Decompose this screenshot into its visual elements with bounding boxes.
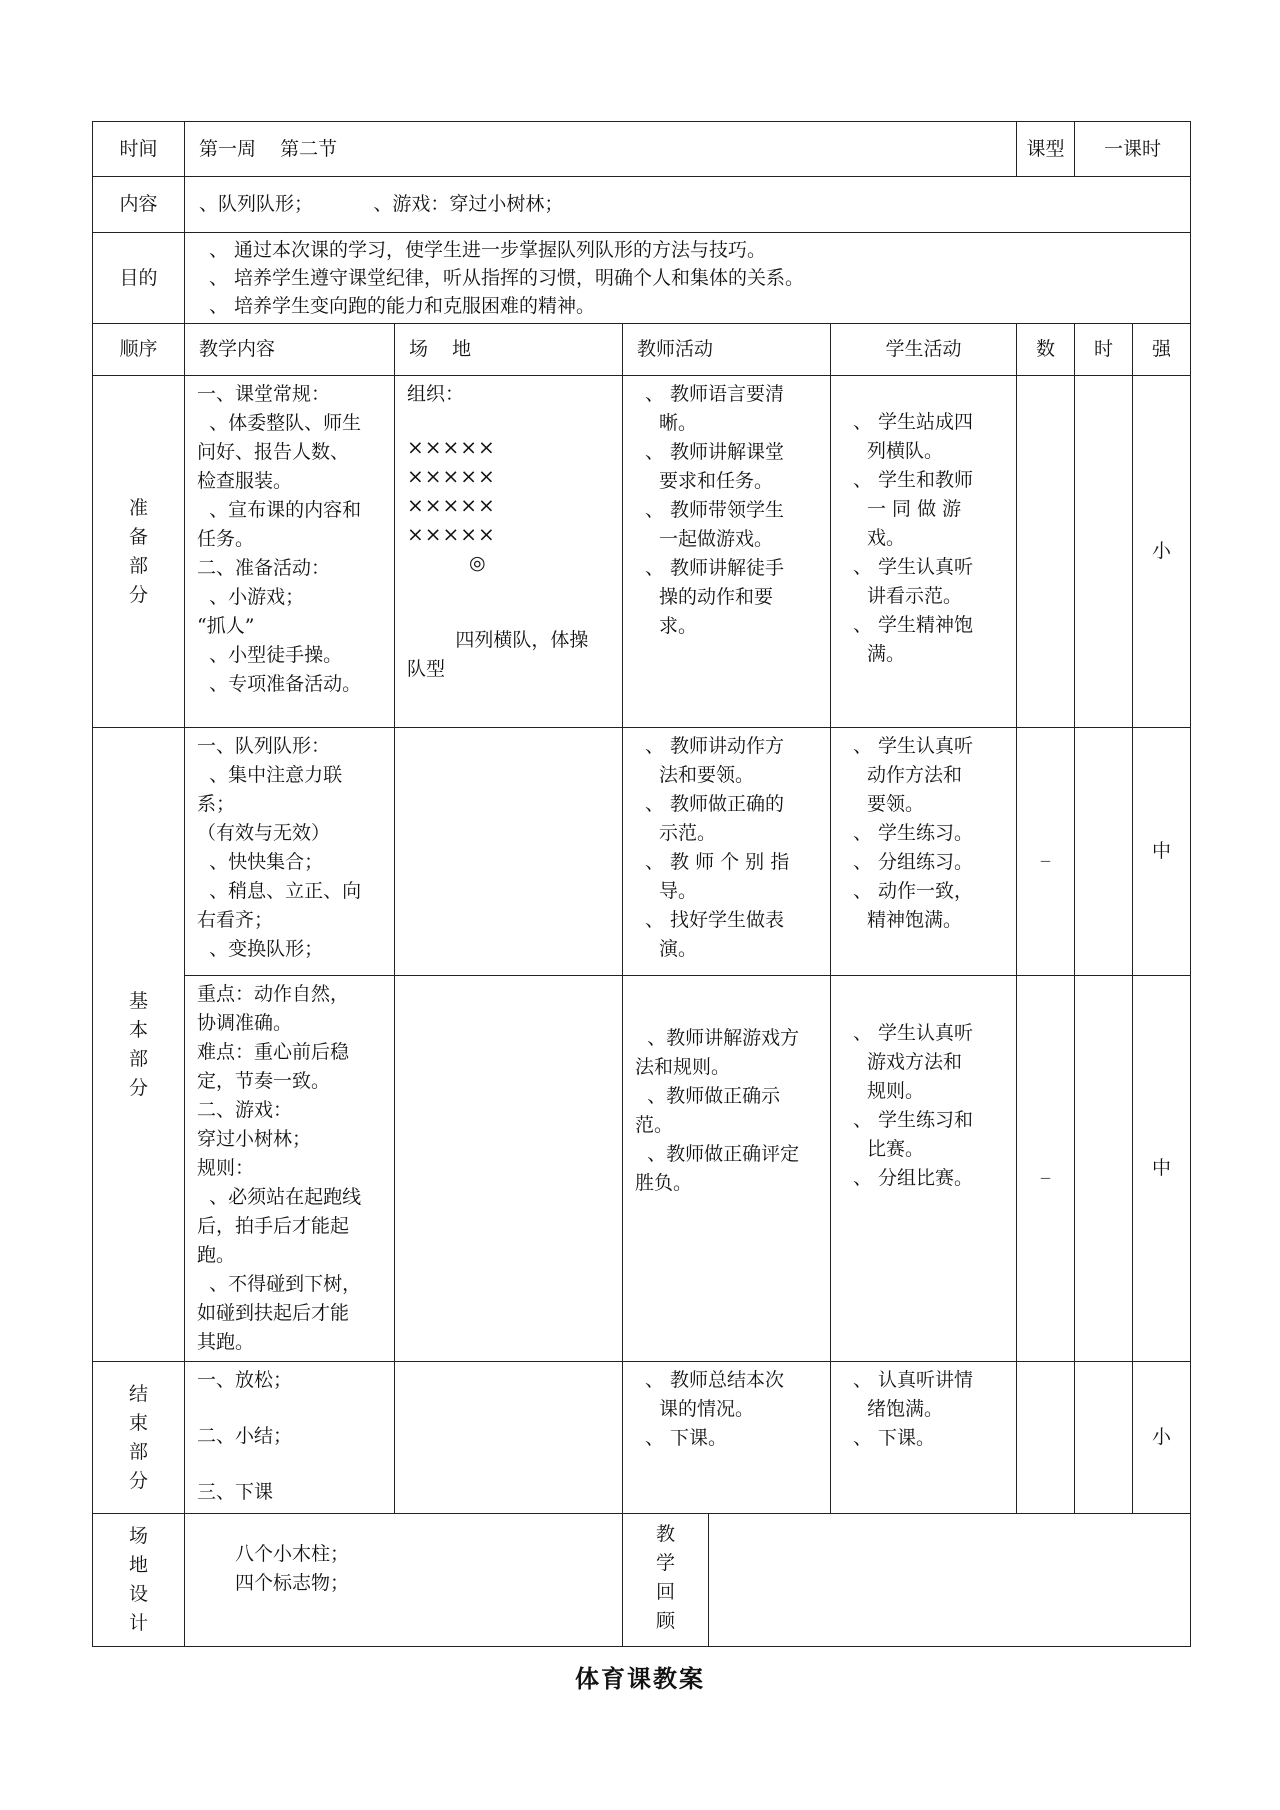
site-row <box>93 1514 1191 1647</box>
basic-content-2: 重点：动作自然， 协调准确。 难点：重心前后稳 定，节奏一致。 二、游戏： 穿过小树林； 规则： 、必须站在起跑线 后，拍手后才能起 跑。 、不得碰到下树， 如碰到扶起后才能 其跑。 <box>185 976 395 1362</box>
basic-intensity-2: 中 <box>1133 976 1191 1362</box>
site-label: 场 地 设 计 <box>93 1514 185 1647</box>
lesson-plan-table <box>92 121 1191 1647</box>
end-row <box>93 1362 1191 1514</box>
col-intensity: 强 <box>1133 324 1191 376</box>
prep-count <box>1017 376 1075 728</box>
prep-student: 、 学生站成四 列横队。 、 学生和教师 一 同 做 游 戏。 、 学生认真听 讲看示范。 、 学生精神饱 满。 <box>831 376 1017 728</box>
formation-row: ××××× <box>407 464 496 488</box>
content-value: 、队列队形； 、游戏：穿过小树林； <box>185 177 1191 233</box>
basic-row-1 <box>93 728 1191 976</box>
time-row <box>93 122 1191 177</box>
venue-label: 组织： <box>407 383 465 405</box>
basic-intensity-1: 中 <box>1133 728 1191 976</box>
col-content: 教学内容 <box>185 324 395 376</box>
end-time <box>1075 1362 1133 1514</box>
time-label: 时间 <box>93 122 185 177</box>
prep-intensity: 小 <box>1133 376 1191 728</box>
end-count <box>1017 1362 1075 1514</box>
goal-item: 、 培养学生变向跑的能力和克服困难的精神。 <box>209 295 596 317</box>
goal-label: 目的 <box>93 233 185 324</box>
review-label: 教 学 回 顾 <box>623 1514 709 1646</box>
end-teacher: 、 教师总结本次 课的情况。 、 下课。 <box>623 1362 831 1514</box>
end-student: 、 认真听讲情 绪饱满。 、 下课。 <box>831 1362 1017 1514</box>
col-teacher: 教师活动 <box>623 324 831 376</box>
prep-time <box>1075 376 1133 728</box>
end-venue <box>395 1362 623 1514</box>
prep-content: 一、课堂常规： 、体委整队、师生 问好、报告人数、 检查服装。 、宣布课的内容和 任务。 二、准备活动： 、小游戏； “抓人” 、小型徒手操。 、专项准备活动。 <box>185 376 395 728</box>
content-label: 内容 <box>93 177 185 233</box>
time-value: 第一周 第二节 <box>185 122 1017 177</box>
basic-count-1: _ <box>1017 728 1075 976</box>
col-order: 顺序 <box>93 324 185 376</box>
basic-student-1: 、 学生认真听 动作方法和 要领。 、 学生练习。 、 分组练习。 、 动作一致， 精神饱满。 <box>831 728 1017 976</box>
basic-content-1: 一、队列队形： 、集中注意力联 系； （有效与无效） 、快快集合； 、稍息、立正、向 右看齐； 、变换队形； <box>185 728 395 976</box>
basic-student-2: 、 学生认真听 游戏方法和 规则。 、 学生练习和 比赛。 、 分组比赛。 <box>831 976 1017 1362</box>
type-value: 一课时 <box>1075 122 1191 177</box>
site-item: 四个标志物； <box>235 1572 350 1594</box>
col-venue: 场 地 <box>395 324 623 376</box>
end-content: 一、放松； 二、小结； 三、下课 <box>185 1362 395 1514</box>
col-student: 学生活动 <box>831 324 1017 376</box>
basic-time-2 <box>1075 976 1133 1362</box>
formation-row: ××××× <box>407 493 496 517</box>
site-items <box>185 1514 623 1647</box>
venue-note: 队型 <box>407 658 446 680</box>
end-intensity: 小 <box>1133 1362 1191 1514</box>
basic-teacher-2: 、教师讲解游戏方 法和规则。 、教师做正确示 范。 、教师做正确评定 胜负。 <box>623 976 831 1362</box>
venue-note: 四列横队，体操 <box>407 629 589 651</box>
review-area <box>623 1514 1191 1647</box>
basic-section-label: 基 本 部 分 <box>93 728 185 1362</box>
content-row <box>93 177 1191 233</box>
footer-title: 体育课教案 <box>575 1664 705 1693</box>
goals-row <box>93 233 1191 324</box>
end-section-label: 结 束 部 分 <box>93 1362 185 1514</box>
formation-row: ××××× <box>407 522 496 546</box>
type-label: 课型 <box>1017 122 1075 177</box>
prep-row <box>93 376 1191 728</box>
goal-item: 、 通过本次课的学习，使学生进一步掌握队列队形的方法与技巧。 <box>209 239 767 261</box>
basic-count-2: _ <box>1017 976 1075 1362</box>
goal-item: 、 培养学生遵守课堂纪律，听从指挥的习惯，明确个人和集体的关系。 <box>209 267 805 289</box>
prep-venue <box>395 376 623 728</box>
basic-venue-1 <box>395 728 623 976</box>
col-time: 时 <box>1075 324 1133 376</box>
basic-time-1 <box>1075 728 1133 976</box>
basic-row-2 <box>93 976 1191 1362</box>
teacher-position-mark: ◎ <box>469 552 486 574</box>
basic-venue-2 <box>395 976 623 1362</box>
prep-teacher: 、 教师语言要清 晰。 、 教师讲解课堂 要求和任务。 、 教师带领学生 一起做游戏。 、 教师讲解徒手 操的动作和要 求。 <box>623 376 831 728</box>
prep-section-label: 准 备 部 分 <box>93 376 185 728</box>
basic-teacher-1: 、 教师讲动作方 法和要领。 、 教师做正确的 示范。 、 教 师 个 别 指 导。 、 找好学生做表 演。 <box>623 728 831 976</box>
formation-row: ××××× <box>407 435 496 459</box>
col-count: 数 <box>1017 324 1075 376</box>
column-header-row <box>93 324 1191 376</box>
site-item: 八个小木柱； <box>235 1543 350 1565</box>
goal-list <box>185 233 1191 324</box>
